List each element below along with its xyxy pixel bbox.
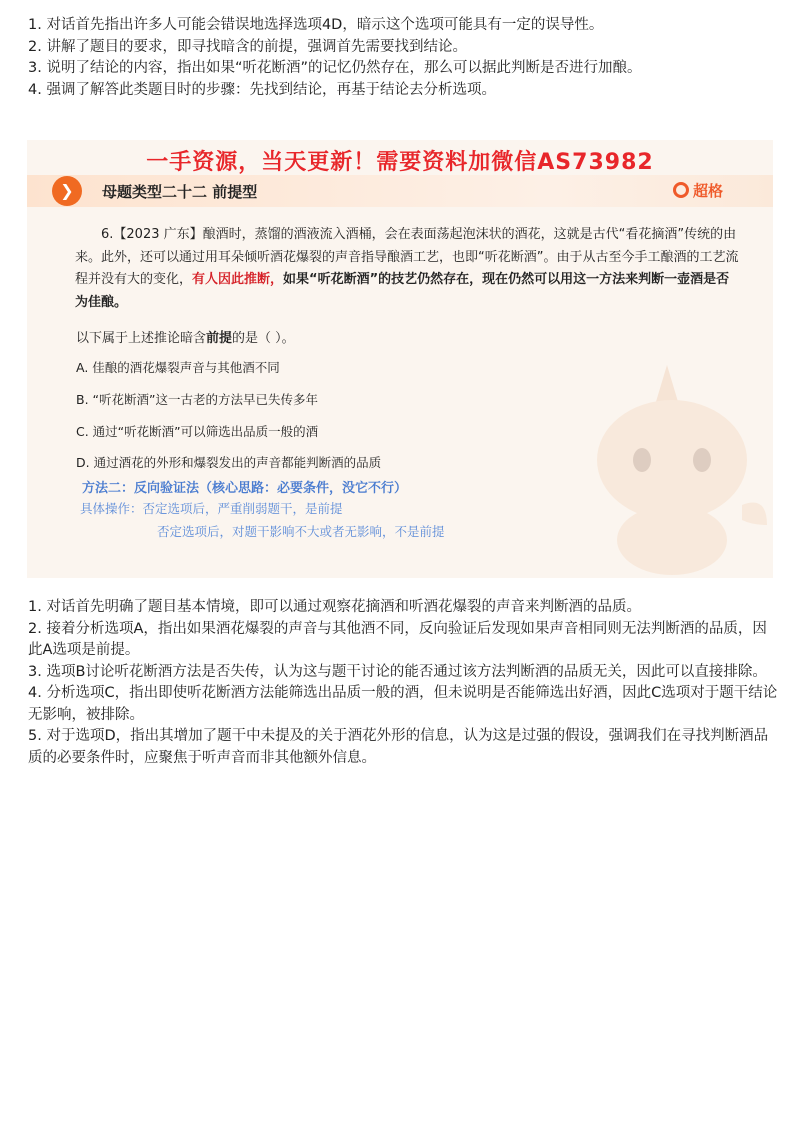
method-title: 方法二：反向验证法（核心思路：必要条件，没它不行）: [82, 481, 408, 496]
option-c: C. 通过“听花断酒”可以筛选出品质一般的酒: [76, 424, 319, 439]
list-item: 5. 对于选项D，指出其增加了题干中未提及的关于酒花外形的信息，认为这是过强的假设，强调我们在寻找判断酒品质的必要条件时，应聚焦于听声音而非其他额外信息。: [28, 728, 769, 766]
list-item: 2. 接着分析选项A，指出如果酒花爆裂的声音与其他酒不同，反向验证后发现如果声音相同则无法判断酒的品质，因此A选项是前提。: [28, 620, 767, 658]
list-item: 4. 分析选项C，指出即使听花断酒方法能筛选出品质一般的酒，但未说明是否能筛选出好酒，因此C选项对于题干结论无影响，被排除。: [28, 685, 778, 723]
wechat-banner: 一手资源，当天更新！需要资料加微信AS73982: [146, 150, 654, 175]
conclusion-text: 如果“听花断酒”的技艺仍然存在，现在仍然可以用这一方法来判断一壶酒是否为佳酿。: [75, 272, 730, 310]
question-text: 6.【2023 广东】酿酒时，蒸馏的酒液流入酒桶，会在表面荡起泡沫状的酒花，这就是古代“看花摘酒”传统的由来。此外，还可以通过用耳朵倾听酒花爆裂的声音指导酿酒工艺，也即“听花断酒”。由于从古至今手工酿酒的工艺流程并没有大的变化，有人因此推断，如果“听花断酒”的技艺仍然存在，现在仍然可以用这一方法来判断一壶酒是否为佳酿。: [75, 227, 739, 310]
list-item: 1. 对话首先指出许多人可能会错误地选择选项4D，暗示这个选项可能具有一定的误导性。: [28, 17, 604, 33]
option-b: B. “听花断酒”这一古老的方法早已失传多年: [76, 392, 318, 407]
list-item: 3. 选项B讨论听花断酒方法是否失传，认为这与题干讨论的能否通过该方法判断酒的品质无关，因此可以直接排除。: [28, 663, 767, 680]
section-title: 母题类型二十二 前提型: [102, 183, 258, 201]
question-prompt: 以下属于上述推论暗含前提的是（ ）。: [76, 331, 295, 346]
highlight-inference: 有人因此推断，: [192, 272, 284, 287]
list-item: 3. 说明了结论的内容，指出如果“听花断酒”的记忆仍然存在，那么可以据此判断是否进行加酿。: [28, 60, 642, 76]
brand-logo: 超格: [673, 180, 723, 201]
list-item: 1. 对话首先明确了题目基本情境，即可以通过观察花摘酒和听酒花爆裂的声音来判断酒的品质。: [28, 599, 641, 615]
option-d: D. 通过酒花的外形和爆裂发出的声音都能判断酒的品质: [76, 455, 382, 470]
question-slide-image: [27, 140, 773, 578]
list-item: 4. 强调了解答此类题目时的步骤：先找到结论，再基于结论去分析选项。: [28, 81, 496, 98]
list-item: 2. 讲解了题目的要求，即寻找暗含的前提，强调首先需要找到结论。: [28, 38, 467, 55]
operation-line-2: 否定选项后，对题干影响不大或者无影响，不是前提: [157, 524, 445, 539]
unicorn-mascot-icon: [572, 355, 772, 575]
summary-list-bottom: [28, 597, 778, 769]
chevron-right-icon: ❯: [52, 176, 82, 206]
section-header-bar: [27, 175, 773, 207]
brand-g-icon: [673, 182, 689, 198]
operation-line-1: 具体操作：否定选项后，严重削弱题干，是前提: [80, 501, 343, 516]
option-a: A. 佳酿的酒花爆裂声音与其他酒不同: [76, 360, 280, 375]
summary-list-top: [28, 15, 778, 101]
